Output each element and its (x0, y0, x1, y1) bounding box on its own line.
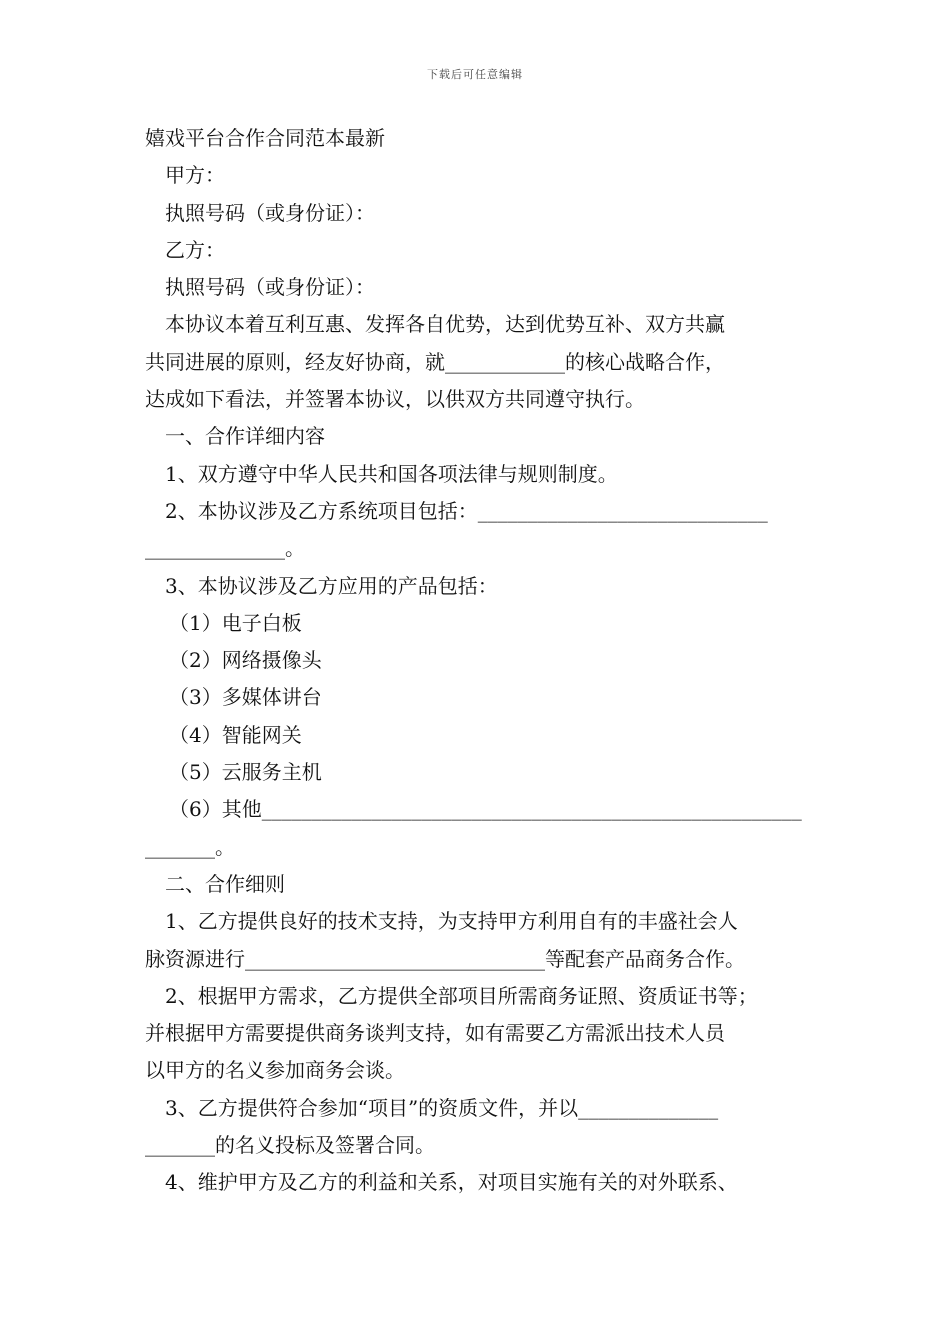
product-item: （5）云服务主机 (169, 760, 322, 785)
product-item: （4）智能网关 (169, 722, 302, 747)
clause-line: 3、本协议涉及乙方应用的产品包括： (165, 573, 498, 598)
clause-line: 2、根据甲方需求，乙方提供全部项目所需商务证照、资质证书等； (165, 983, 758, 1008)
party-a-label: 甲方： (165, 163, 225, 188)
product-item: （2）网络摄像头 (169, 648, 322, 673)
clause-line: 3、乙方提供符合参加“项目”的资质文件，并以______________ (165, 1095, 719, 1120)
clause-line: ______________。 (145, 536, 305, 561)
party-b-label: 乙方： (165, 237, 225, 262)
clause-line: 并根据甲方需要提供商务谈判支持，如有需要乙方需派出技术人员 (145, 1021, 725, 1046)
document-body (145, 120, 810, 1202)
product-item: （1）电子白板 (169, 610, 302, 635)
document-title: 嬉戏平台合作合同范本最新 (145, 126, 385, 150)
intro-paragraph-line: 共同进展的原则，经友好协商，就____________的核心战略合作， (145, 349, 725, 374)
clause-line: 2、本协议涉及乙方系统项目包括：_____________________________ (165, 498, 768, 523)
section-heading-2: 二、合作细则 (165, 871, 285, 896)
product-item: （3）多媒体讲台 (169, 685, 322, 710)
product-item: （6）其他______________________________________________________ (169, 797, 802, 822)
clause-line: 1、乙方提供良好的技术支持，为支持甲方利用自有的丰盛社会人 (165, 909, 738, 934)
party-b-license: 执照号码（或身份证）： (165, 275, 375, 300)
header-note: 下载后可任意编辑 (427, 68, 523, 81)
clause-line: 1、双方遵守中华人民共和国各项法律与规则制度。 (165, 461, 618, 486)
clause-line: 4、维护甲方及乙方的利益和关系，对项目实施有关的对外联系、 (165, 1170, 738, 1195)
intro-paragraph-line: 本协议本着互利互惠、发挥各自优势，达到优势互补、双方共赢 (165, 312, 725, 337)
product-item: _______。 (145, 834, 235, 859)
clause-line: _______的名义投标及签署合同。 (145, 1133, 435, 1158)
section-heading-1: 一、合作详细内容 (165, 424, 325, 449)
intro-paragraph-line: 达成如下看法，并签署本协议，以供双方共同遵守执行。 (145, 387, 645, 412)
party-a-license: 执照号码（或身份证）： (165, 200, 375, 225)
clause-line: 以甲方的名义参加商务会谈。 (145, 1058, 405, 1083)
clause-line: 脉资源进行______________________________等配套产品商务合作。 (145, 946, 745, 971)
